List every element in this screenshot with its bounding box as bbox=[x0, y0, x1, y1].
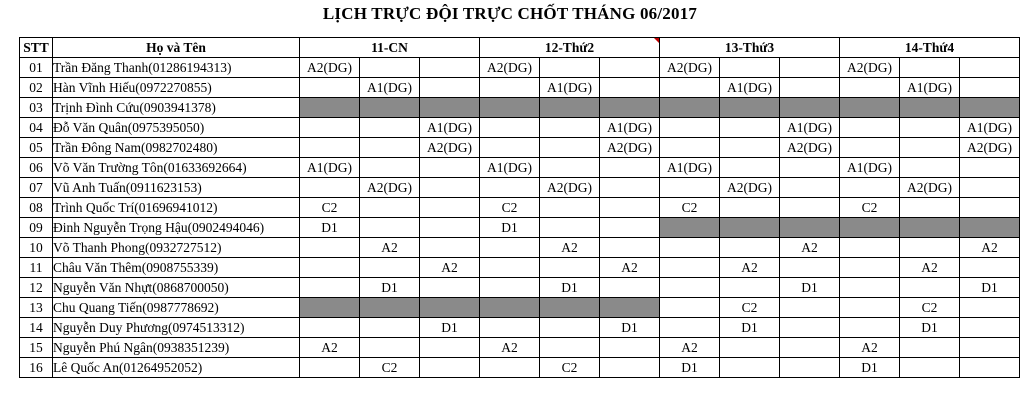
shift-cell bbox=[900, 158, 960, 178]
row-name: Nguyễn Duy Phương(0974513312) bbox=[53, 318, 300, 338]
shift-cell bbox=[780, 358, 840, 378]
header-day-1: 11-CN bbox=[300, 38, 480, 58]
shift-cell bbox=[780, 258, 840, 278]
row-name: Châu Văn Thêm(0908755339) bbox=[53, 258, 300, 278]
shift-cell bbox=[480, 358, 540, 378]
header-day-3: 13-Thứ3 bbox=[660, 38, 840, 58]
shift-cell bbox=[420, 238, 480, 258]
shift-cell bbox=[780, 98, 840, 118]
shift-cell bbox=[780, 198, 840, 218]
table-row bbox=[20, 298, 1020, 318]
table-row bbox=[20, 178, 1020, 198]
row-stt: 11 bbox=[20, 258, 53, 278]
shift-cell bbox=[900, 138, 960, 158]
shift-cell bbox=[420, 198, 480, 218]
shift-cell: A1(DG) bbox=[420, 118, 480, 138]
row-stt: 12 bbox=[20, 278, 53, 298]
header-day-4: 14-Thứ4 bbox=[840, 38, 1020, 58]
shift-cell bbox=[300, 138, 360, 158]
header-name: Họ và Tên bbox=[53, 38, 300, 58]
shift-cell bbox=[480, 278, 540, 298]
shift-cell: A2(DG) bbox=[780, 138, 840, 158]
shift-cell: A1(DG) bbox=[780, 118, 840, 138]
shift-cell: A2(DG) bbox=[840, 58, 900, 78]
shift-cell bbox=[840, 278, 900, 298]
shift-cell bbox=[420, 158, 480, 178]
shift-cell: A2 bbox=[300, 338, 360, 358]
shift-cell: A2(DG) bbox=[900, 178, 960, 198]
row-name: Nguyễn Phú Ngân(0938351239) bbox=[53, 338, 300, 358]
shift-cell bbox=[360, 298, 420, 318]
shift-cell bbox=[660, 258, 720, 278]
shift-cell: D1 bbox=[480, 218, 540, 238]
shift-cell bbox=[420, 298, 480, 318]
shift-cell bbox=[300, 78, 360, 98]
shift-cell: A2(DG) bbox=[300, 58, 360, 78]
shift-cell bbox=[600, 178, 660, 198]
duty-schedule-table bbox=[19, 37, 1020, 378]
shift-cell bbox=[600, 98, 660, 118]
shift-cell bbox=[540, 298, 600, 318]
row-name: Đỗ Văn Quân(0975395050) bbox=[53, 118, 300, 138]
shift-cell bbox=[840, 258, 900, 278]
shift-cell bbox=[360, 258, 420, 278]
shift-cell bbox=[540, 198, 600, 218]
shift-cell: A2 bbox=[780, 238, 840, 258]
shift-cell bbox=[780, 298, 840, 318]
shift-cell bbox=[960, 58, 1020, 78]
shift-cell bbox=[660, 298, 720, 318]
table-row bbox=[20, 278, 1020, 298]
shift-cell bbox=[840, 178, 900, 198]
table-row bbox=[20, 258, 1020, 278]
shift-cell bbox=[900, 238, 960, 258]
shift-cell bbox=[780, 338, 840, 358]
shift-cell bbox=[540, 318, 600, 338]
shift-cell bbox=[600, 78, 660, 98]
shift-cell bbox=[420, 178, 480, 198]
row-stt: 14 bbox=[20, 318, 53, 338]
shift-cell bbox=[300, 318, 360, 338]
shift-cell bbox=[360, 158, 420, 178]
shift-cell bbox=[480, 318, 540, 338]
shift-cell: C2 bbox=[660, 198, 720, 218]
table-row bbox=[20, 98, 1020, 118]
shift-cell: A2 bbox=[480, 338, 540, 358]
shift-cell bbox=[360, 338, 420, 358]
row-stt: 04 bbox=[20, 118, 53, 138]
page-title: LỊCH TRỰC ĐỘI TRỰC CHỐT THÁNG 06/2017 bbox=[322, 4, 698, 23]
shift-cell bbox=[480, 238, 540, 258]
shift-cell bbox=[900, 58, 960, 78]
shift-cell: A1(DG) bbox=[960, 118, 1020, 138]
shift-cell bbox=[720, 338, 780, 358]
shift-cell bbox=[840, 78, 900, 98]
table-row bbox=[20, 118, 1020, 138]
shift-cell bbox=[480, 98, 540, 118]
shift-cell: D1 bbox=[780, 278, 840, 298]
shift-cell: A1(DG) bbox=[660, 158, 720, 178]
shift-cell bbox=[300, 178, 360, 198]
table-row bbox=[20, 158, 1020, 178]
shift-cell bbox=[660, 218, 720, 238]
shift-cell bbox=[480, 258, 540, 278]
shift-cell: D1 bbox=[900, 318, 960, 338]
shift-cell: A1(DG) bbox=[900, 78, 960, 98]
shift-cell bbox=[540, 98, 600, 118]
shift-cell: A2 bbox=[360, 238, 420, 258]
table-row bbox=[20, 358, 1020, 378]
shift-cell: A2(DG) bbox=[480, 58, 540, 78]
shift-cell bbox=[720, 198, 780, 218]
shift-cell bbox=[840, 118, 900, 138]
row-name: Võ Văn Trường Tôn(01633692664) bbox=[53, 158, 300, 178]
shift-cell bbox=[480, 138, 540, 158]
shift-cell bbox=[360, 118, 420, 138]
shift-cell: A1(DG) bbox=[480, 158, 540, 178]
row-name: Chu Quang Tiến(0987778692) bbox=[53, 298, 300, 318]
shift-cell bbox=[300, 358, 360, 378]
shift-cell bbox=[420, 218, 480, 238]
shift-cell: C2 bbox=[480, 198, 540, 218]
header-day-2-label: 12-Thứ2 bbox=[544, 40, 595, 55]
shift-cell bbox=[420, 338, 480, 358]
shift-cell bbox=[360, 98, 420, 118]
shift-cell: A2(DG) bbox=[420, 138, 480, 158]
shift-cell bbox=[960, 258, 1020, 278]
shift-cell bbox=[660, 78, 720, 98]
row-stt: 10 bbox=[20, 238, 53, 258]
shift-cell bbox=[300, 258, 360, 278]
shift-cell bbox=[540, 218, 600, 238]
row-name: Trần Đăng Thanh(01286194313) bbox=[53, 58, 300, 78]
shift-cell bbox=[960, 158, 1020, 178]
shift-cell bbox=[420, 98, 480, 118]
row-name: Trình Quốc Trí(01696941012) bbox=[53, 198, 300, 218]
shift-cell bbox=[720, 58, 780, 78]
shift-cell: A2(DG) bbox=[360, 178, 420, 198]
row-stt: 05 bbox=[20, 138, 53, 158]
shift-cell bbox=[900, 338, 960, 358]
shift-cell bbox=[960, 78, 1020, 98]
shift-cell: A1(DG) bbox=[360, 78, 420, 98]
shift-cell bbox=[660, 178, 720, 198]
shift-cell bbox=[960, 338, 1020, 358]
shift-cell: A2(DG) bbox=[960, 138, 1020, 158]
shift-cell: A2 bbox=[720, 258, 780, 278]
shift-cell: A2 bbox=[540, 238, 600, 258]
header-stt: STT bbox=[20, 38, 53, 58]
shift-cell bbox=[960, 318, 1020, 338]
shift-cell bbox=[420, 358, 480, 378]
row-stt: 03 bbox=[20, 98, 53, 118]
shift-cell bbox=[780, 318, 840, 338]
shift-cell bbox=[660, 138, 720, 158]
row-stt: 13 bbox=[20, 298, 53, 318]
shift-cell bbox=[720, 218, 780, 238]
shift-cell bbox=[840, 138, 900, 158]
row-name: Vũ Anh Tuấn(0911623153) bbox=[53, 178, 300, 198]
shift-cell bbox=[840, 218, 900, 238]
shift-cell: A1(DG) bbox=[840, 158, 900, 178]
shift-cell bbox=[900, 278, 960, 298]
shift-cell bbox=[720, 138, 780, 158]
header-row bbox=[20, 38, 1020, 58]
shift-cell bbox=[660, 278, 720, 298]
row-name: Trần Đông Nam(0982702480) bbox=[53, 138, 300, 158]
shift-cell bbox=[840, 318, 900, 338]
shift-cell bbox=[780, 78, 840, 98]
shift-cell: A1(DG) bbox=[600, 118, 660, 138]
shift-cell bbox=[780, 178, 840, 198]
table-row bbox=[20, 78, 1020, 98]
table-row bbox=[20, 198, 1020, 218]
shift-cell bbox=[720, 238, 780, 258]
shift-cell bbox=[780, 58, 840, 78]
shift-cell bbox=[720, 118, 780, 138]
shift-cell bbox=[360, 58, 420, 78]
shift-cell bbox=[480, 178, 540, 198]
shift-cell bbox=[720, 358, 780, 378]
shift-cell bbox=[360, 318, 420, 338]
shift-cell: D1 bbox=[540, 278, 600, 298]
shift-cell bbox=[900, 198, 960, 218]
shift-cell: A2(DG) bbox=[720, 178, 780, 198]
row-stt: 15 bbox=[20, 338, 53, 358]
shift-cell bbox=[600, 238, 660, 258]
shift-cell bbox=[360, 218, 420, 238]
shift-cell: D1 bbox=[660, 358, 720, 378]
table-row bbox=[20, 218, 1020, 238]
shift-cell bbox=[900, 98, 960, 118]
shift-cell bbox=[660, 98, 720, 118]
table-row bbox=[20, 318, 1020, 338]
row-stt: 06 bbox=[20, 158, 53, 178]
shift-cell bbox=[660, 238, 720, 258]
row-name: Hàn Vĩnh Hiếu(0972270855) bbox=[53, 78, 300, 98]
shift-cell bbox=[300, 278, 360, 298]
shift-cell: D1 bbox=[960, 278, 1020, 298]
shift-cell bbox=[480, 118, 540, 138]
shift-cell bbox=[960, 358, 1020, 378]
shift-cell: C2 bbox=[900, 298, 960, 318]
shift-cell: D1 bbox=[300, 218, 360, 238]
shift-cell: D1 bbox=[840, 358, 900, 378]
shift-cell bbox=[300, 98, 360, 118]
shift-cell bbox=[960, 178, 1020, 198]
shift-cell bbox=[540, 118, 600, 138]
shift-cell bbox=[960, 98, 1020, 118]
shift-cell bbox=[900, 218, 960, 238]
shift-cell bbox=[720, 278, 780, 298]
shift-cell bbox=[600, 58, 660, 78]
shift-cell bbox=[960, 298, 1020, 318]
shift-cell bbox=[360, 138, 420, 158]
shift-cell: A2(DG) bbox=[540, 178, 600, 198]
row-stt: 09 bbox=[20, 218, 53, 238]
shift-cell bbox=[540, 258, 600, 278]
row-stt: 16 bbox=[20, 358, 53, 378]
row-stt: 07 bbox=[20, 178, 53, 198]
shift-cell bbox=[480, 78, 540, 98]
shift-cell: C2 bbox=[360, 358, 420, 378]
header-day-2 bbox=[480, 38, 660, 58]
shift-cell bbox=[540, 58, 600, 78]
shift-cell bbox=[600, 278, 660, 298]
shift-cell bbox=[960, 218, 1020, 238]
shift-cell bbox=[600, 358, 660, 378]
shift-cell bbox=[720, 158, 780, 178]
shift-cell bbox=[300, 298, 360, 318]
shift-cell bbox=[660, 318, 720, 338]
shift-cell bbox=[540, 138, 600, 158]
row-stt: 02 bbox=[20, 78, 53, 98]
table-row bbox=[20, 238, 1020, 258]
shift-cell: D1 bbox=[420, 318, 480, 338]
shift-cell bbox=[840, 298, 900, 318]
schedule-body bbox=[20, 58, 1020, 378]
table-row bbox=[20, 338, 1020, 358]
shift-cell bbox=[420, 78, 480, 98]
shift-cell: C2 bbox=[840, 198, 900, 218]
shift-cell: A2(DG) bbox=[660, 58, 720, 78]
shift-cell: A2 bbox=[420, 258, 480, 278]
shift-cell bbox=[600, 338, 660, 358]
shift-cell bbox=[900, 118, 960, 138]
shift-cell: A2 bbox=[600, 258, 660, 278]
shift-cell bbox=[480, 298, 540, 318]
shift-cell bbox=[300, 118, 360, 138]
shift-cell bbox=[780, 158, 840, 178]
row-name: Võ Thanh Phong(0932727512) bbox=[53, 238, 300, 258]
shift-cell: C2 bbox=[720, 298, 780, 318]
shift-cell bbox=[360, 198, 420, 218]
row-stt: 08 bbox=[20, 198, 53, 218]
shift-cell bbox=[900, 358, 960, 378]
row-name: Trịnh Đình Cứu(0903941378) bbox=[53, 98, 300, 118]
shift-cell: A2 bbox=[960, 238, 1020, 258]
table-row bbox=[20, 58, 1020, 78]
shift-cell bbox=[300, 238, 360, 258]
shift-cell: A2 bbox=[840, 338, 900, 358]
shift-cell bbox=[840, 98, 900, 118]
shift-cell: A1(DG) bbox=[300, 158, 360, 178]
shift-cell: A2 bbox=[660, 338, 720, 358]
row-stt: 01 bbox=[20, 58, 53, 78]
shift-cell: A2 bbox=[900, 258, 960, 278]
shift-cell bbox=[840, 238, 900, 258]
shift-cell bbox=[660, 118, 720, 138]
shift-cell: D1 bbox=[720, 318, 780, 338]
shift-cell: C2 bbox=[540, 358, 600, 378]
shift-cell: A2(DG) bbox=[600, 138, 660, 158]
shift-cell bbox=[600, 218, 660, 238]
shift-cell bbox=[420, 58, 480, 78]
shift-cell bbox=[600, 298, 660, 318]
shift-cell bbox=[600, 158, 660, 178]
shift-cell: C2 bbox=[300, 198, 360, 218]
shift-cell bbox=[540, 158, 600, 178]
shift-cell bbox=[960, 198, 1020, 218]
shift-cell bbox=[420, 278, 480, 298]
shift-cell bbox=[540, 338, 600, 358]
shift-cell bbox=[780, 218, 840, 238]
row-name: Lê Quốc An(01264952052) bbox=[53, 358, 300, 378]
shift-cell: D1 bbox=[600, 318, 660, 338]
row-name: Nguyễn Văn Nhựt(0868700050) bbox=[53, 278, 300, 298]
shift-cell: A1(DG) bbox=[540, 78, 600, 98]
table-row bbox=[20, 138, 1020, 158]
shift-cell bbox=[720, 98, 780, 118]
shift-cell: D1 bbox=[360, 278, 420, 298]
shift-cell bbox=[600, 198, 660, 218]
shift-cell: A1(DG) bbox=[720, 78, 780, 98]
comment-indicator-icon bbox=[654, 38, 659, 43]
row-name: Đinh Nguyễn Trọng Hậu(0902494046) bbox=[53, 218, 300, 238]
